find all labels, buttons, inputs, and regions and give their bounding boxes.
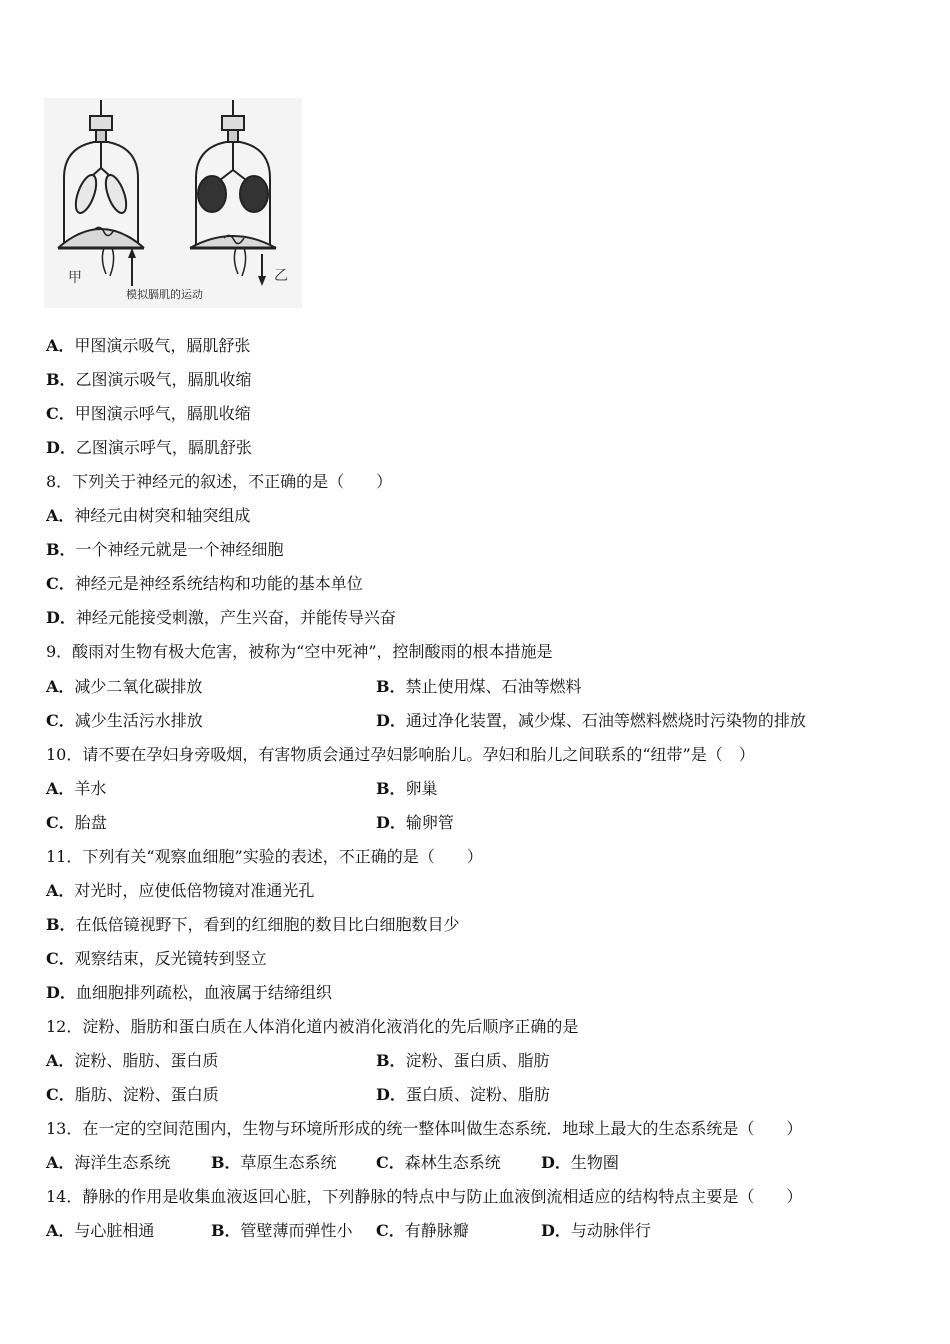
option-key: A．: [46, 1051, 75, 1070]
q8-option-b: [46, 540, 284, 560]
option-key: C．: [46, 1085, 75, 1104]
bell-jar-illustration: [44, 98, 302, 308]
option-key: C．: [46, 711, 75, 730]
option-key: B．: [376, 1051, 406, 1070]
option-text: 乙图演示吸气，膈肌收缩: [75, 370, 252, 389]
q10-option-c: [46, 813, 107, 833]
option-text: 脂肪、淀粉、蛋白质: [74, 1085, 219, 1104]
option-text: 蛋白质、淀粉、脂肪: [405, 1085, 550, 1104]
q14-option-d: [541, 1221, 651, 1241]
q7-option-b: [46, 370, 252, 390]
option-text: 生物圈: [570, 1153, 619, 1172]
q11-option-a: [46, 881, 314, 901]
option-key: C．: [46, 949, 75, 968]
option-text: 甲图演示呼气，膈肌收缩: [74, 404, 251, 423]
q14-option-a: [46, 1221, 154, 1241]
option-text: 与心脏相通: [74, 1221, 155, 1240]
option-key: A．: [46, 1221, 75, 1240]
option-key: A．: [46, 881, 75, 900]
diaphragm-model-figure: [44, 98, 302, 308]
option-text: 减少二氧化碳排放: [74, 677, 203, 696]
option-key: B．: [211, 1221, 241, 1240]
option-key: B．: [46, 540, 76, 559]
option-key: D．: [541, 1221, 571, 1240]
option-key: D．: [46, 438, 76, 457]
option-text: 甲图演示吸气，膈肌舒张: [74, 336, 251, 355]
option-key: B．: [376, 779, 406, 798]
q11-option-d: [46, 983, 332, 1003]
option-key: D．: [376, 1085, 406, 1104]
q10-option-a: [46, 779, 106, 799]
option-key: D．: [46, 983, 76, 1002]
q14-stem: 14．静脉的作用是收集血液返回心脏，下列静脉的特点中与防止血液倒流相适应的结构特点主要是（ ）: [46, 1187, 803, 1206]
option-key: C．: [376, 1221, 405, 1240]
option-text: 通过净化装置，减少煤、石油等燃料燃烧时污染物的排放: [405, 711, 806, 730]
option-key: A．: [46, 336, 75, 355]
figure-caption: 模拟膈肌的运动: [126, 288, 203, 301]
q7-option-d: [46, 438, 252, 458]
option-key: B．: [46, 915, 76, 934]
option-text: 神经元是神经系统结构和功能的基本单位: [74, 574, 363, 593]
option-text: 观察结束，反光镜转到竖立: [74, 949, 267, 968]
option-text: 在低倍镜视野下，看到的红细胞的数目比白细胞数目少: [75, 915, 460, 934]
option-key: B．: [46, 370, 76, 389]
q12-option-b: [376, 1051, 550, 1071]
option-key: D．: [541, 1153, 571, 1172]
q14-option-b: [211, 1221, 353, 1241]
option-key: C．: [46, 813, 75, 832]
option-text: 淀粉、脂肪、蛋白质: [74, 1051, 219, 1070]
option-key: A．: [46, 506, 75, 525]
q9-option-b: [376, 677, 582, 697]
q13-option-a: [46, 1153, 170, 1173]
q13-stem: 13．在一定的空间范围内，生物与环境所形成的统一整体叫做生态系统．地球上最大的生态系统是（ ）: [46, 1119, 803, 1138]
option-text: 与动脉伴行: [570, 1221, 651, 1240]
q14-option-c: [376, 1221, 469, 1241]
jar-left: [58, 100, 144, 276]
q12-option-d: [376, 1085, 550, 1105]
q7-option-c: [46, 404, 251, 424]
q7-option-a: [46, 336, 250, 356]
q10-stem: 10．请不要在孕妇身旁吸烟，有害物质会通过孕妇影响胎儿。孕妇和胎儿之间联系的“纽带”是（ ）: [46, 745, 755, 764]
option-text: 管壁薄而弹性小: [240, 1221, 353, 1240]
option-key: A．: [46, 677, 75, 696]
option-text: 神经元由树突和轴突组成: [74, 506, 251, 525]
q12-option-a: [46, 1051, 218, 1071]
q8-option-a: [46, 506, 250, 526]
option-key: A．: [46, 779, 75, 798]
option-text: 海洋生态系统: [74, 1153, 171, 1172]
q10-option-b: [376, 779, 438, 799]
q8-option-d: [46, 608, 396, 628]
option-text: 减少生活污水排放: [74, 711, 203, 730]
option-key: D．: [376, 813, 406, 832]
option-text: 森林生态系统: [404, 1153, 501, 1172]
figure-label-right: 乙: [274, 268, 288, 284]
option-text: 淀粉、蛋白质、脂肪: [405, 1051, 550, 1070]
q13-option-c: [376, 1153, 501, 1173]
q11-stem: 11．下列有关“观察血细胞”实验的表述，不正确的是（ ）: [46, 847, 483, 866]
option-key: C．: [46, 404, 75, 423]
q11-option-b: [46, 915, 460, 935]
option-text: 血细胞排列疏松，血液属于结缔组织: [75, 983, 332, 1002]
option-key: A．: [46, 1153, 75, 1172]
option-key: C．: [376, 1153, 405, 1172]
option-key: C．: [46, 574, 75, 593]
q13-option-b: [211, 1153, 337, 1173]
option-text: 一个神经元就是一个神经细胞: [75, 540, 284, 559]
option-text: 输卵管: [405, 813, 454, 832]
option-key: B．: [376, 677, 406, 696]
q12-option-c: [46, 1085, 219, 1105]
q13-option-d: [541, 1153, 619, 1173]
q9-option-d: [376, 711, 806, 731]
option-key: D．: [46, 608, 76, 627]
option-text: 禁止使用煤、石油等燃料: [405, 677, 582, 696]
option-text: 胎盘: [74, 813, 107, 832]
q8-option-c: [46, 574, 363, 594]
option-text: 草原生态系统: [240, 1153, 337, 1172]
q9-option-c: [46, 711, 203, 731]
option-text: 神经元能接受刺激，产生兴奋，并能传导兴奋: [75, 608, 396, 627]
q8-stem: 8．下列关于神经元的叙述，不正确的是（ ）: [46, 472, 393, 491]
option-text: 对光时，应使低倍物镜对准通光孔: [74, 881, 315, 900]
option-key: B．: [211, 1153, 241, 1172]
q12-stem: 12．淀粉、脂肪和蛋白质在人体消化道内被消化液消化的先后顺序正确的是: [46, 1017, 579, 1036]
q11-option-c: [46, 949, 267, 969]
q9-option-a: [46, 677, 202, 697]
figure-label-left: 甲: [68, 270, 82, 286]
option-text: 羊水: [74, 779, 107, 798]
jar-right: [190, 100, 276, 276]
option-key: D．: [376, 711, 406, 730]
q9-stem: 9．酸雨对生物有极大危害，被称为“空中死神”，控制酸雨的根本措施是: [46, 642, 553, 661]
option-text: 有静脉瓣: [404, 1221, 469, 1240]
option-text: 卵巢: [405, 779, 438, 798]
option-text: 乙图演示呼气，膈肌舒张: [75, 438, 252, 457]
q10-option-d: [376, 813, 454, 833]
